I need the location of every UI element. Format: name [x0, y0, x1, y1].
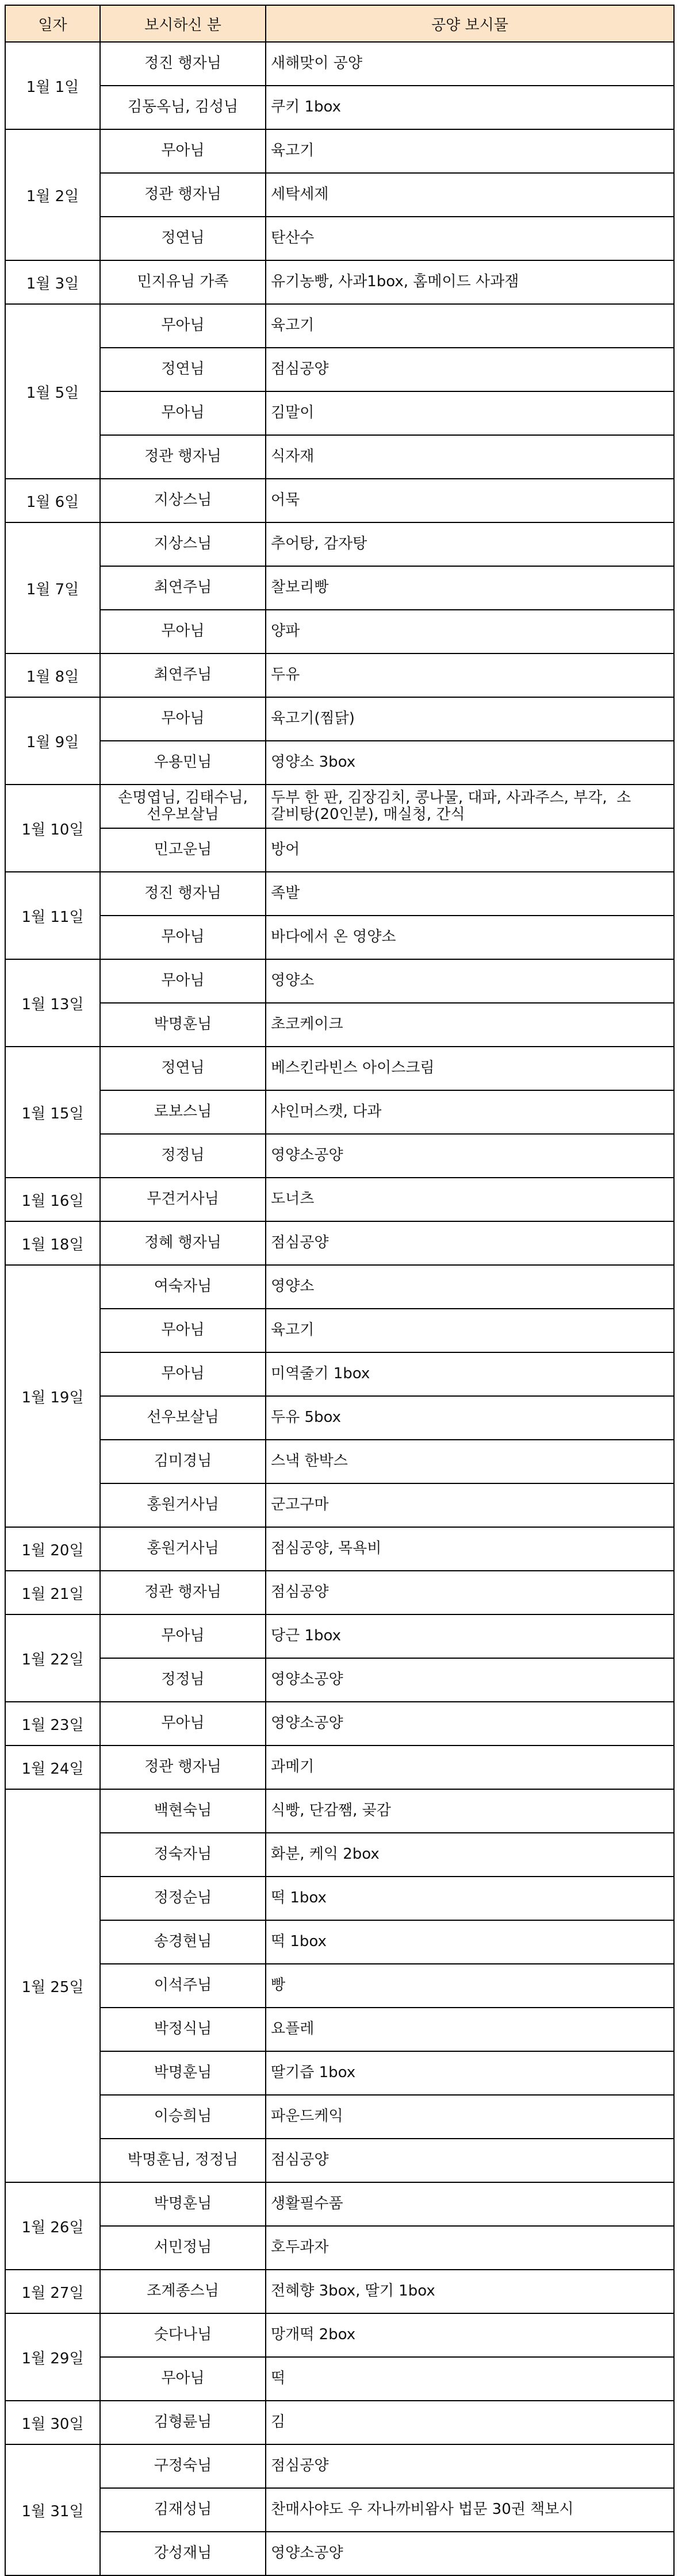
donor-cell: 민지유님 가족	[100, 260, 266, 304]
table-row	[5, 1527, 674, 1571]
date-cell: 1월 2일	[5, 129, 100, 260]
donor-cell: 김미경님	[100, 1440, 266, 1483]
offering-cell: 방어	[266, 828, 674, 872]
donor-cell: 이승희님	[100, 2095, 266, 2139]
donor-cell: 서민정님	[100, 2226, 266, 2270]
offering-cell: 영양소	[266, 959, 674, 1003]
date-cell: 1월 3일	[5, 260, 100, 304]
date-cell: 1월 11일	[5, 872, 100, 959]
offering-cell: 군고구마	[266, 1483, 674, 1527]
donor-cell: 우용민님	[100, 741, 266, 785]
table-row	[5, 2182, 674, 2226]
offering-cell: 영양소 3box	[266, 741, 674, 785]
offering-cell: 미역줄기 1box	[266, 1352, 674, 1396]
offering-cell: 점심공양, 목욕비	[266, 1527, 674, 1571]
donor-cell: 김형륜님	[100, 2401, 266, 2444]
table-row	[5, 522, 674, 566]
donor-cell: 최연주님	[100, 566, 266, 610]
date-cell: 1월 26일	[5, 2182, 100, 2270]
table-row	[5, 2488, 674, 2532]
donor-cell: 무아님	[100, 129, 266, 173]
offering-cell: 점심공양	[266, 1221, 674, 1265]
table-header	[5, 5, 674, 42]
offering-cell: 두유	[266, 653, 674, 697]
offering-cell: 족발	[266, 872, 674, 916]
offering-cell: 떡 1box	[266, 1920, 674, 1964]
table-row	[5, 741, 674, 785]
offering-cell: 파운드케익	[266, 2095, 674, 2139]
donor-cell: 무아님	[100, 1309, 266, 1352]
table-row	[5, 2313, 674, 2357]
date-cell: 1월 5일	[5, 304, 100, 479]
date-cell: 1월 24일	[5, 1745, 100, 1789]
table-row	[5, 916, 674, 959]
offering-cell: 식빵, 단감쨈, 곶감	[266, 1789, 674, 1833]
offering-cell: 탄산수	[266, 217, 674, 260]
offering-cell: 당근 1box	[266, 1614, 674, 1658]
table-row	[5, 2008, 674, 2051]
table-row	[5, 479, 674, 522]
donor-cell: 민고운님	[100, 828, 266, 872]
table-row	[5, 697, 674, 741]
donor-cell: 정숙자님	[100, 1833, 266, 1877]
date-cell: 1월 31일	[5, 2444, 100, 2575]
date-cell: 1월 10일	[5, 785, 100, 872]
donor-cell: 지상스님	[100, 522, 266, 566]
offering-cell: 바다에서 온 영양소	[266, 916, 674, 959]
table-row	[5, 566, 674, 610]
date-cell: 1월 23일	[5, 1702, 100, 1745]
table-row	[5, 1134, 674, 1178]
table-row	[5, 42, 674, 86]
table-row	[5, 1702, 674, 1745]
table-row	[5, 1396, 674, 1440]
donor-cell: 정진 행자님	[100, 42, 266, 86]
donor-cell: 박명훈님	[100, 1003, 266, 1047]
table-row	[5, 2532, 674, 2575]
donor-cell: 정연님	[100, 217, 266, 260]
table-body	[5, 42, 674, 2575]
table-row	[5, 1221, 674, 1265]
donor-cell: 무아님	[100, 1614, 266, 1658]
date-cell: 1월 13일	[5, 959, 100, 1047]
table-row	[5, 217, 674, 260]
donor-cell: 정정순님	[100, 1877, 266, 1920]
donor-cell: 무아님	[100, 1702, 266, 1745]
offering-cell: 육고기(찜닭)	[266, 697, 674, 741]
table-row	[5, 2270, 674, 2313]
table-row	[5, 1178, 674, 1221]
table-row	[5, 1352, 674, 1396]
donor-cell: 무아님	[100, 697, 266, 741]
donor-cell: 송경현님	[100, 1920, 266, 1964]
offering-cell: 찰보리빵	[266, 566, 674, 610]
offering-cell: 빵	[266, 1964, 674, 2008]
table-row	[5, 304, 674, 348]
table-row	[5, 1658, 674, 1702]
table-row	[5, 1920, 674, 1964]
donor-cell: 백현숙님	[100, 1789, 266, 1833]
table-row	[5, 1483, 674, 1527]
offering-cell: 점심공양	[266, 2139, 674, 2182]
offering-cell: 두부 한 판, 김장김치, 콩나물, 대파, 사과주스, 부각, 소 갈비탕(20인분), 매실청, 간식	[266, 785, 674, 828]
date-cell: 1월 25일	[5, 1789, 100, 2182]
offering-cell: 호두과자	[266, 2226, 674, 2270]
donor-cell: 김재성님	[100, 2488, 266, 2532]
date-cell: 1월 29일	[5, 2313, 100, 2401]
header-date: 일자	[5, 5, 100, 42]
offering-cell: 초코케이크	[266, 1003, 674, 1047]
offering-cell: 점심공양	[266, 2444, 674, 2488]
offering-cell: 어묵	[266, 479, 674, 522]
table-row	[5, 1877, 674, 1920]
donor-cell: 무아님	[100, 916, 266, 959]
table-row	[5, 173, 674, 217]
donor-cell: 손명엽님, 김태수님, 선우보살님	[100, 785, 266, 828]
offering-cell: 영양소공양	[266, 2532, 674, 2575]
table-row	[5, 872, 674, 916]
donor-cell: 숫다나님	[100, 2313, 266, 2357]
table-row	[5, 1003, 674, 1047]
offering-cell: 김말이	[266, 391, 674, 435]
offering-cell: 육고기	[266, 1309, 674, 1352]
date-cell: 1월 21일	[5, 1571, 100, 1614]
date-cell: 1월 6일	[5, 479, 100, 522]
table-row	[5, 2226, 674, 2270]
offering-cell: 도너츠	[266, 1178, 674, 1221]
donor-cell: 이석주님	[100, 1964, 266, 2008]
date-cell: 1월 7일	[5, 522, 100, 653]
offering-cell: 쿠키 1box	[266, 86, 674, 129]
table-row	[5, 1614, 674, 1658]
donor-cell: 무아님	[100, 610, 266, 653]
donor-cell: 무아님	[100, 1352, 266, 1396]
donor-cell: 무견거사님	[100, 1178, 266, 1221]
donor-cell: 박명훈님	[100, 2051, 266, 2095]
offering-cell: 영양소	[266, 1265, 674, 1309]
date-cell: 1월 30일	[5, 2401, 100, 2444]
offering-cell: 스낵 한박스	[266, 1440, 674, 1483]
donor-cell: 정관 행자님	[100, 435, 266, 479]
offering-cell: 망개떡 2box	[266, 2313, 674, 2357]
donor-cell: 무아님	[100, 2357, 266, 2401]
table-row	[5, 2095, 674, 2139]
offering-cell: 두유 5box	[266, 1396, 674, 1440]
table-row	[5, 86, 674, 129]
donor-cell: 정관 행자님	[100, 1745, 266, 1789]
offering-cell: 찬매사야도 우 자나까비왐사 법문 30권 책보시	[266, 2488, 674, 2532]
table-row	[5, 1833, 674, 1877]
offering-cell: 양파	[266, 610, 674, 653]
date-cell: 1월 19일	[5, 1265, 100, 1527]
donor-cell: 구정숙님	[100, 2444, 266, 2488]
table-row	[5, 1047, 674, 1090]
donor-cell: 조계종스님	[100, 2270, 266, 2313]
table-row	[5, 785, 674, 828]
table-row	[5, 1745, 674, 1789]
offering-cell: 유기농빵, 사과1box, 홈메이드 사과잼	[266, 260, 674, 304]
header-donor: 보시하신 분	[100, 5, 266, 42]
header-row	[5, 5, 674, 42]
table-row	[5, 1789, 674, 1833]
header-item: 공양 보시물	[266, 5, 674, 42]
table-row	[5, 348, 674, 391]
offering-cell: 새해맞이 공양	[266, 42, 674, 86]
donor-cell: 무아님	[100, 391, 266, 435]
offering-cell: 샤인머스캣, 다과	[266, 1090, 674, 1134]
donor-cell: 선우보살님	[100, 1396, 266, 1440]
donor-cell: 정정님	[100, 1658, 266, 1702]
donor-cell: 로보스님	[100, 1090, 266, 1134]
donor-cell: 박정식님	[100, 2008, 266, 2051]
offering-cell: 떡 1box	[266, 1877, 674, 1920]
table-row	[5, 2357, 674, 2401]
table-row	[5, 2051, 674, 2095]
offering-cell: 추어탕, 감자탕	[266, 522, 674, 566]
date-cell: 1월 15일	[5, 1047, 100, 1178]
offering-cell: 육고기	[266, 304, 674, 348]
donor-cell: 최연주님	[100, 653, 266, 697]
donor-cell: 박명훈님	[100, 2182, 266, 2226]
table-row	[5, 391, 674, 435]
offering-cell: 생활필수품	[266, 2182, 674, 2226]
table-row	[5, 2401, 674, 2444]
donor-cell: 지상스님	[100, 479, 266, 522]
table-row	[5, 653, 674, 697]
date-cell: 1월 8일	[5, 653, 100, 697]
date-cell: 1월 18일	[5, 1221, 100, 1265]
offering-cell: 베스킨라빈스 아이스크림	[266, 1047, 674, 1090]
table-row	[5, 959, 674, 1003]
donor-cell: 정연님	[100, 348, 266, 391]
table-row	[5, 2444, 674, 2488]
offering-cell: 점심공양	[266, 348, 674, 391]
table-row	[5, 435, 674, 479]
table-row	[5, 610, 674, 653]
donor-cell: 정혜 행자님	[100, 1221, 266, 1265]
date-cell: 1월 20일	[5, 1527, 100, 1571]
offering-cell: 과메기	[266, 1745, 674, 1789]
offering-cell: 김	[266, 2401, 674, 2444]
table-row	[5, 260, 674, 304]
offering-cell: 화분, 케익 2box	[266, 1833, 674, 1877]
donation-table	[5, 5, 675, 2576]
offering-cell: 요플레	[266, 2008, 674, 2051]
offering-cell: 영양소공양	[266, 1702, 674, 1745]
offering-cell: 식자재	[266, 435, 674, 479]
date-cell: 1월 1일	[5, 42, 100, 129]
date-cell: 1월 16일	[5, 1178, 100, 1221]
offering-cell: 영양소공양	[266, 1134, 674, 1178]
date-cell: 1월 9일	[5, 697, 100, 785]
donor-cell: 홍원거사님	[100, 1527, 266, 1571]
table-row	[5, 1309, 674, 1352]
donor-cell: 강성재님	[100, 2532, 266, 2575]
offering-cell: 전혜향 3box, 딸기 1box	[266, 2270, 674, 2313]
table-row	[5, 1440, 674, 1483]
offering-cell: 딸기즙 1box	[266, 2051, 674, 2095]
donor-cell: 정정님	[100, 1134, 266, 1178]
table-row	[5, 1964, 674, 2008]
donor-cell: 여숙자님	[100, 1265, 266, 1309]
donor-cell: 정관 행자님	[100, 1571, 266, 1614]
donor-cell: 정연님	[100, 1047, 266, 1090]
table-row	[5, 1265, 674, 1309]
table-row	[5, 828, 674, 872]
offering-cell: 세탁세제	[266, 173, 674, 217]
date-cell: 1월 27일	[5, 2270, 100, 2313]
donor-cell: 김동옥님, 김성님	[100, 86, 266, 129]
table-row	[5, 129, 674, 173]
offering-cell: 영양소공양	[266, 1658, 674, 1702]
donor-cell: 홍원거사님	[100, 1483, 266, 1527]
table-row	[5, 1571, 674, 1614]
donor-cell: 무아님	[100, 304, 266, 348]
donor-cell: 박명훈님, 정정님	[100, 2139, 266, 2182]
donor-cell: 정관 행자님	[100, 173, 266, 217]
table-row	[5, 2139, 674, 2182]
date-cell: 1월 22일	[5, 1614, 100, 1702]
table-row	[5, 1090, 674, 1134]
offering-cell: 점심공양	[266, 1571, 674, 1614]
offering-cell: 육고기	[266, 129, 674, 173]
donor-cell: 무아님	[100, 959, 266, 1003]
offering-cell: 떡	[266, 2357, 674, 2401]
donor-cell: 정진 행자님	[100, 872, 266, 916]
